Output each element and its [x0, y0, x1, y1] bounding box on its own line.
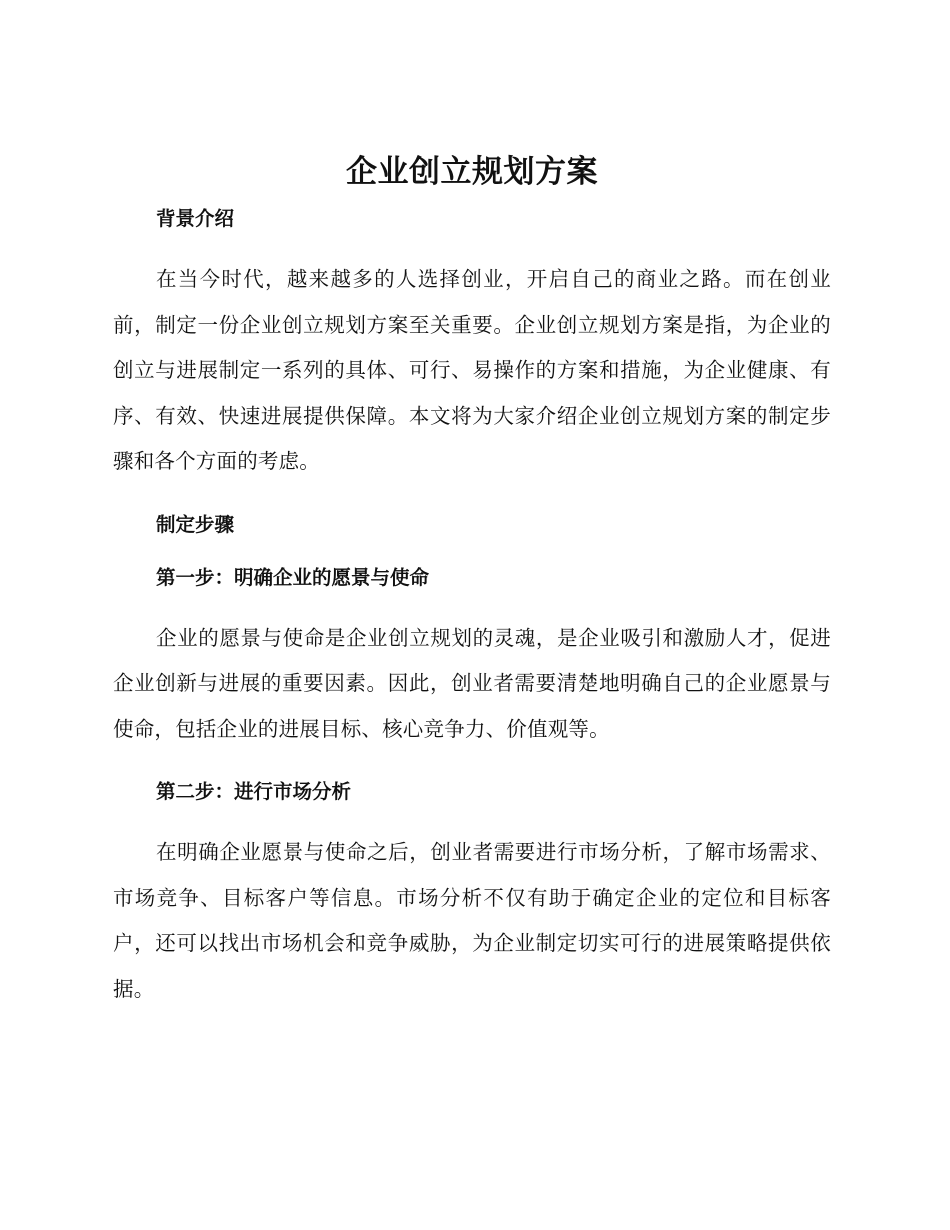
- paragraph-background: 在当今时代，越来越多的人选择创业，开启自己的商业之路。而在创业前，制定一份企业创立规划方案至关重要。企业创立规划方案是指，为企业的创立与进展制定一系列的具体、可行、易操作的方案和措施，为企业健康、有序、有效、快速进展提供保障。本文将为大家介绍企业创立规划方案的制定步骤和各个方面的考虑。: [113, 267, 831, 473]
- section-heading-background: 背景介绍: [156, 207, 235, 230]
- document-title: 企业创立规划方案: [346, 154, 598, 190]
- paragraph-step-two: 在明确企业愿景与使命之后，创业者需要进行市场分析，了解市场需求、市场竞争、目标客户等信息。市场分析不仅有助于确定企业的定位和目标客户，还可以找出市场机会和竞争威胁，为企业制定切实可行的进展策略提供依据。: [113, 840, 831, 1001]
- section-heading-step-two: 第二步：进行市场分析: [156, 780, 352, 803]
- section-heading-steps: 制定步骤: [156, 512, 235, 536]
- section-heading-step-one: 第一步：明确企业的愿景与使命: [156, 565, 430, 589]
- document-body: [113, 150, 831, 1012]
- paragraph-step-one: 企业的愿景与使命是企业创立规划的灵魂，是企业吸引和激励人才，促进企业创新与进展的重要因素。因此，创业者需要清楚地明确自己的企业愿景与使命，包括企业的进展目标、核心竞争力、价值观等。: [113, 625, 831, 741]
